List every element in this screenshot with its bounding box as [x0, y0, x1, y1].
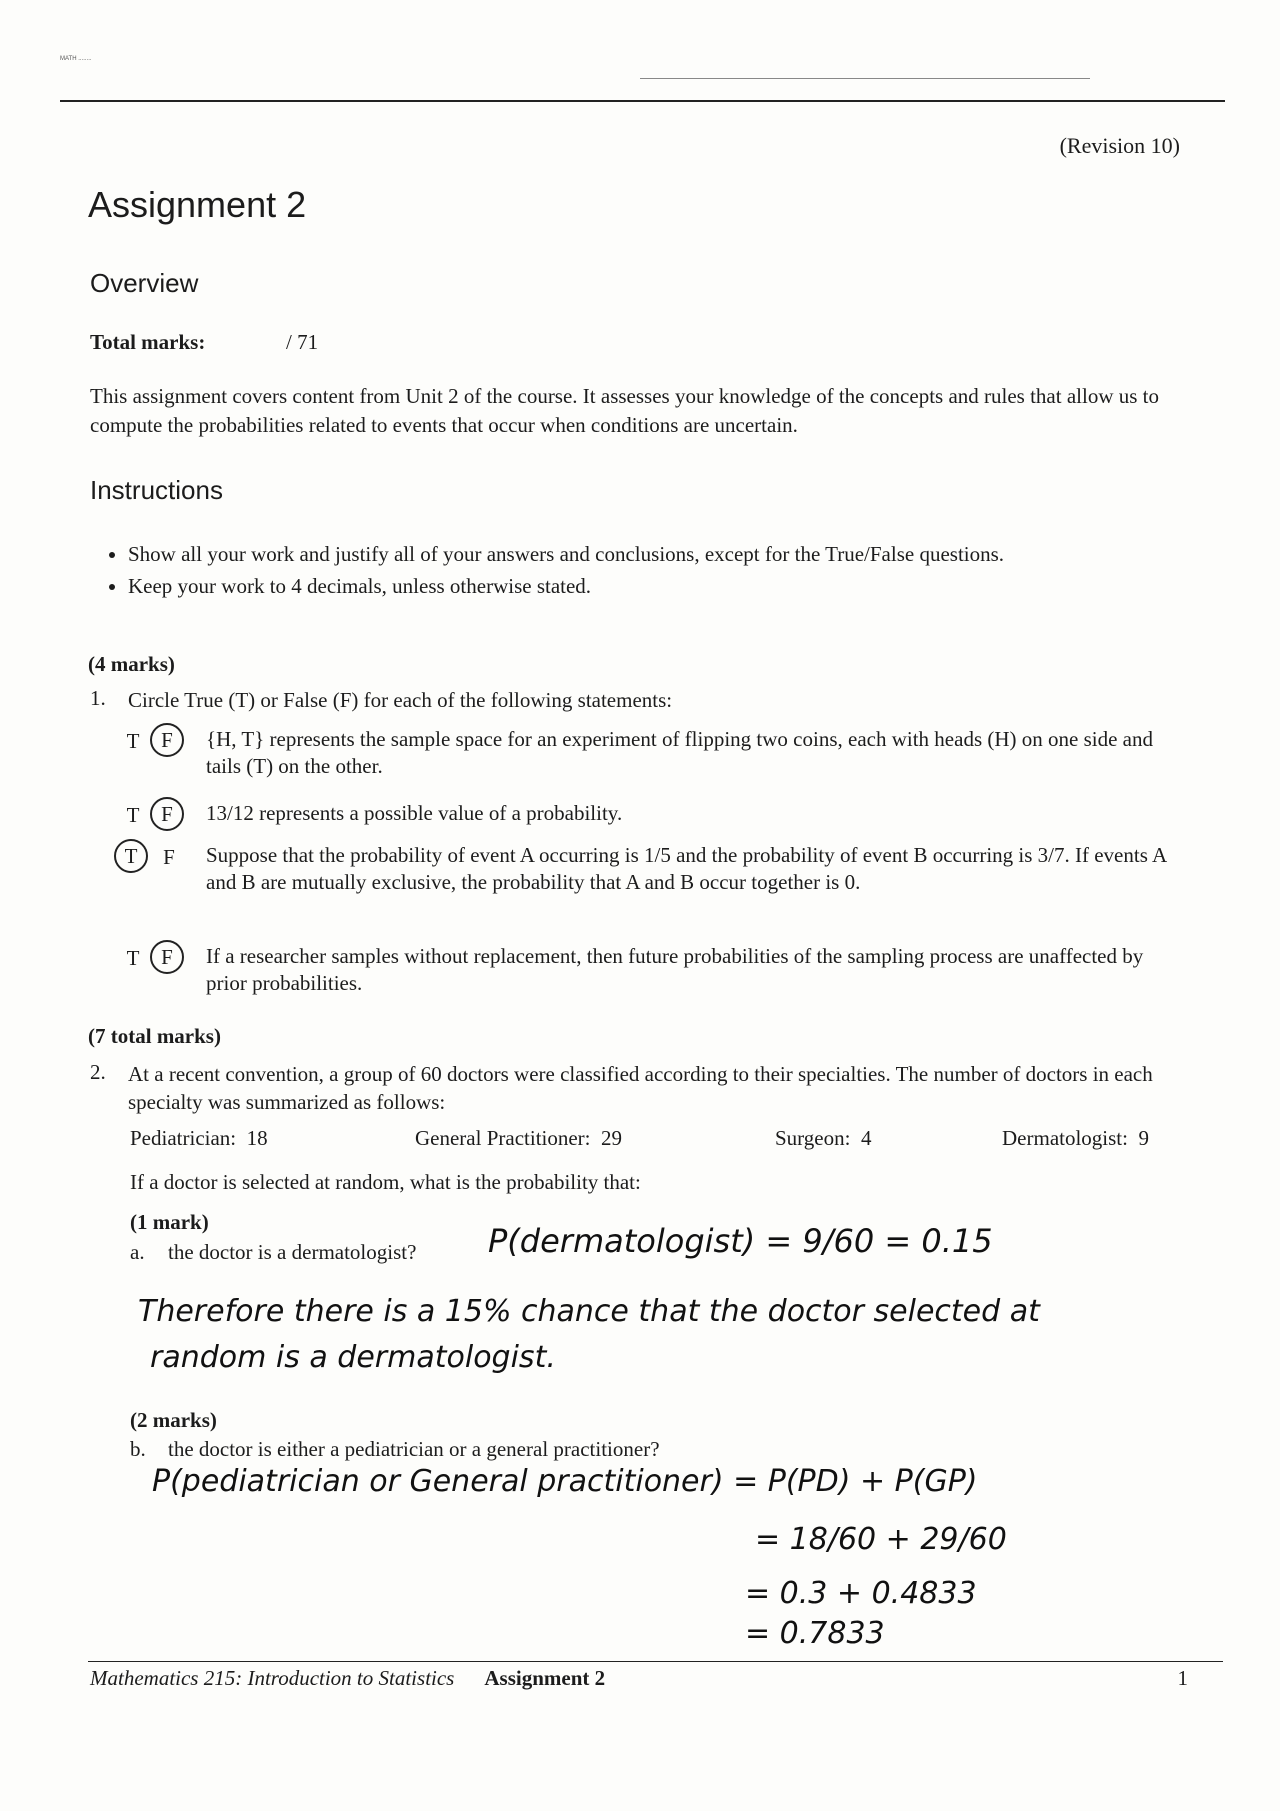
q1-marks: (4 marks) — [88, 652, 175, 676]
tf-statement-text: Suppose that the probability of event A occurring is 1/5 and the probability of event B occurring is 3/7. If events A and B are mutually exclusive, the probability that A and B occur together is 0. — [206, 843, 1166, 894]
specialty-dermatologist — [1002, 1126, 1149, 1151]
q2-question: If a doctor is selected at random, what is the probability that: — [130, 1170, 641, 1194]
true-option[interactable]: T — [126, 729, 140, 753]
part-a-label: a. — [130, 1240, 145, 1264]
part-a-text: the doctor is a dermatologist? — [168, 1240, 417, 1264]
false-option-circled[interactable]: F — [150, 723, 184, 757]
tf-statement-text: 13/12 represents a possible value of a probability. — [206, 801, 623, 825]
specialty-pediatrician — [130, 1126, 268, 1151]
part-b-label: b. — [130, 1437, 146, 1461]
specialty-count: 29 — [601, 1126, 623, 1150]
false-option[interactable]: F — [163, 845, 175, 869]
specialty-count: 4 — [860, 1126, 872, 1150]
header-thin-rule — [640, 78, 1090, 79]
handwritten-answer-a-line2: Therefore there is a 15% chance that the doctor selected at — [138, 1294, 1040, 1329]
total-marks — [90, 330, 318, 355]
specialty-label: General Practitioner: — [415, 1126, 591, 1150]
specialty-label: Pediatrician: — [130, 1126, 237, 1150]
q2-prompt: At a recent convention, a group of 60 doctors were classified according to their specialties. The number of doctors in each specialty was summarized as follows: — [128, 1062, 1153, 1114]
handwritten-answer-b-line2: = 18/60 + 29/60 — [755, 1522, 1007, 1557]
handwritten-answer-b-line1: P(pediatrician or General practitioner) = P(PD) + P(GP) — [152, 1464, 978, 1499]
handwritten-answer-b-line3: = 0.3 + 0.4833 — [745, 1576, 977, 1611]
instruction-item: • Show all your work and justify all of your answers and conclusions, except for the True/False questions. — [128, 540, 1138, 569]
specialty-label: Surgeon: — [775, 1126, 851, 1150]
handwritten-answer-a-line1: P(dermatologist) = 9/60 = 0.15 — [488, 1222, 993, 1260]
footer — [90, 1666, 605, 1691]
specialty-count: 18 — [246, 1126, 268, 1150]
instruction-item: • Keep your work to 4 decimals, unless otherwise stated. — [128, 572, 1138, 601]
footer-course: Mathematics 215: Introduction to Statistics — [90, 1666, 455, 1690]
tf-statement-text: {H, T} represents the sample space for an experiment of flipping two coins, each with heads (H) on one side and tails (T) on the other. — [206, 727, 1153, 778]
q1-prompt: Circle True (T) or False (F) for each of the following statements: — [128, 688, 673, 712]
q2-marks: (7 total marks) — [88, 1024, 221, 1048]
true-option-circled[interactable]: T — [114, 839, 148, 873]
part-a-marks: (1 mark) — [130, 1210, 209, 1234]
false-option-circled[interactable]: F — [150, 940, 184, 974]
false-option-circled[interactable]: F — [150, 797, 184, 831]
true-option[interactable]: T — [126, 946, 140, 970]
specialty-label: Dermatologist: — [1002, 1126, 1128, 1150]
footer-doc: Assignment 2 — [484, 1666, 606, 1690]
q1-number: 1. — [90, 686, 106, 710]
specialty-general-practitioner — [415, 1126, 622, 1151]
page-title: Assignment 2 — [88, 184, 307, 225]
course-code: MATH ........ — [60, 56, 92, 62]
specialty-count: 9 — [1138, 1126, 1149, 1150]
part-b-marks: (2 marks) — [130, 1408, 217, 1432]
overview-heading: Overview — [90, 268, 199, 298]
handwritten-answer-b-line4: = 0.7833 — [745, 1616, 885, 1651]
total-marks-label: Total marks: — [90, 330, 206, 354]
instructions-list — [90, 540, 1138, 604]
tf-statement-text: If a researcher samples without replacement, then future probabilities of the sampling process are unaffected by prior probabilities. — [206, 944, 1144, 995]
header-rule — [60, 100, 1225, 102]
overview-text: This assignment covers content from Unit 2 of the course. It assesses your knowledge of the concepts and rules that allow us to compute the probabilities related to events that occur when conditions are uncertain. — [90, 384, 1160, 437]
specialty-surgeon — [775, 1126, 871, 1151]
handwritten-answer-a-line3: random is a dermatologist. — [150, 1340, 556, 1375]
total-marks-value: / 71 — [286, 330, 319, 354]
footer-rule — [88, 1661, 1223, 1662]
true-option[interactable]: T — [126, 803, 140, 827]
instructions-heading: Instructions — [90, 475, 223, 505]
part-b-text: the doctor is either a pediatrician or a general practitioner? — [168, 1437, 660, 1461]
revision-label: (Revision 10) — [1059, 133, 1180, 158]
page-number: 1 — [1177, 1666, 1188, 1690]
q2-number: 2. — [90, 1060, 106, 1084]
